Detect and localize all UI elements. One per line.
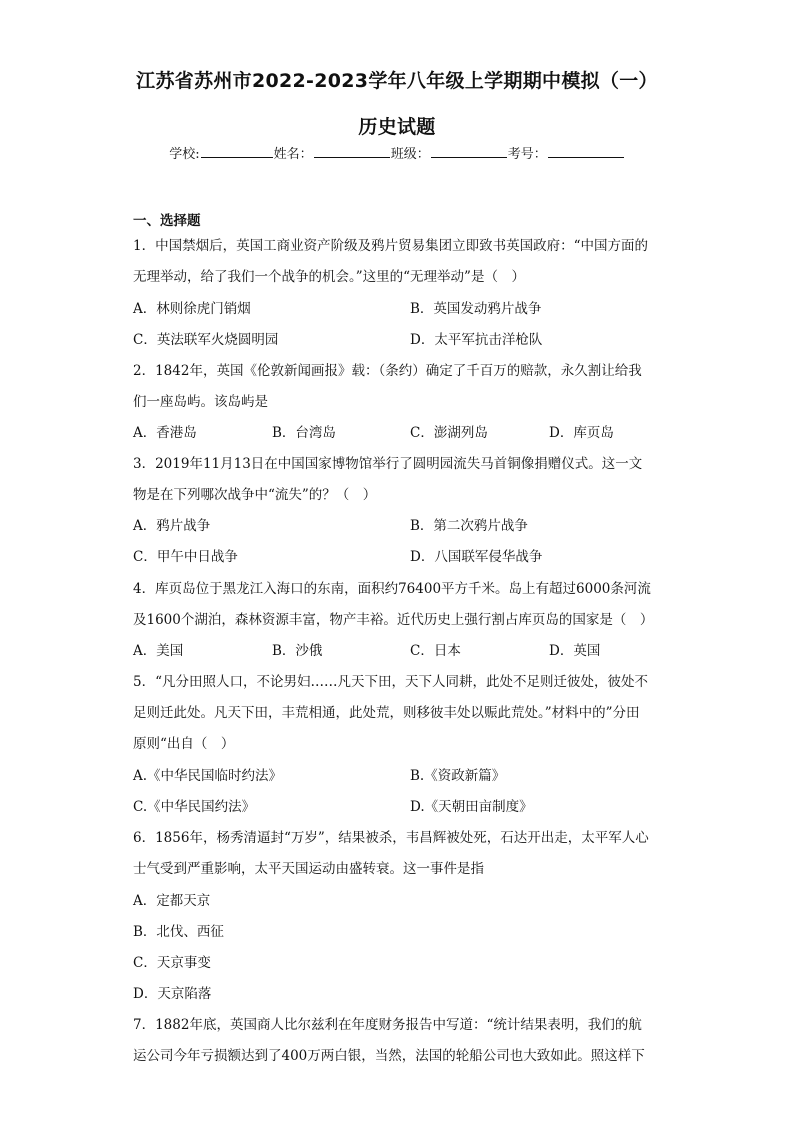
q2-line-1: 2．1842年，英国《伦敦新闻画报》载：（条约）确定了千百万的赔款，永久割让给我 — [133, 363, 642, 379]
name-label: 姓名： — [273, 147, 313, 162]
q7-line-2: 运公司今年亏损额达到了400万两白银，当然，法国的轮船公司也大致如此。照这样下 — [133, 1048, 645, 1064]
exam-subtitle: 历史试题 — [358, 116, 436, 138]
q6-option-d[interactable]: D．天京陷落 — [133, 986, 212, 1002]
q1-option-c[interactable]: C．英法联军火烧圆明园 — [133, 332, 279, 348]
q5-line-2: 足则迁此处。凡天下田，丰荒相通，此处荒，则移彼丰处以赈此荒处。”材料中的”分田 — [133, 705, 640, 721]
q2-option-c[interactable]: C．澎湖列岛 — [410, 425, 488, 441]
exam-number-blank[interactable] — [548, 145, 624, 158]
name-blank[interactable] — [314, 145, 390, 158]
q4-option-b[interactable]: B．沙俄 — [272, 643, 323, 659]
q6-option-b[interactable]: B．北伐、西征 — [133, 924, 224, 940]
school-blank[interactable] — [201, 145, 273, 158]
q7-line-1: 7．1882年底，英国商人比尔兹利在年度财务报告中写道：“统计结果表明，我们的航 — [133, 1017, 642, 1033]
q1-option-d[interactable]: D．太平军抗击洋枪队 — [410, 332, 543, 348]
q3-option-c[interactable]: C．甲午中日战争 — [133, 549, 238, 565]
q6-line-1: 6．1856年，杨秀清逼封“万岁”，结果被杀，韦昌辉被处死，石达开出走，太平军人心 — [133, 830, 649, 846]
q2-option-b[interactable]: B．台湾岛 — [272, 425, 336, 441]
q3-option-b[interactable]: B．第二次鸦片战争 — [410, 518, 528, 534]
q4-option-d[interactable]: D．英国 — [549, 643, 601, 659]
section-heading: 一、选择题 — [133, 213, 201, 229]
q4-line-1: 4．库页岛位于黑龙江入海口的东南，面积约76400平方千米。岛上有超过6000条河流 — [133, 581, 651, 597]
q4-line-2: 及1600个湖泊，森林资源丰富，物产丰裕。近代历史上强行割占库页岛的国家是（ ） — [133, 612, 654, 628]
q1-line-1: 1．中国禁烟后，英国工商业资产阶级及鸦片贸易集团立即致书英国政府：“中国方面的 — [133, 238, 648, 254]
q5-line-1: 5．“凡分田照人口，不论男妇……凡天下田，天下人同耕，此处不足则迁彼处，彼处不 — [133, 674, 648, 690]
q3-option-d[interactable]: D．八国联军侵华战争 — [410, 549, 543, 565]
q1-option-b[interactable]: B．英国发动鸦片战争 — [410, 301, 542, 317]
q3-line-1: 3．2019年11月13日在中国国家博物馆举行了圆明园流失马首铜像捐赠仪式。这一文 — [133, 456, 643, 472]
q4-option-a[interactable]: A．美国 — [133, 643, 184, 659]
q5-option-c[interactable]: C.《中华民国约法》 — [133, 799, 256, 815]
q6-line-2: 士气受到严重影响，太平天国运动由盛转衰。这一事件是指 — [133, 861, 484, 877]
q6-option-a[interactable]: A．定都天京 — [133, 893, 211, 909]
q5-option-d[interactable]: D.《天朝田亩制度》 — [410, 799, 533, 815]
q2-option-d[interactable]: D．库页岛 — [549, 425, 614, 441]
q4-option-c[interactable]: C．日本 — [410, 643, 461, 659]
q5-option-b[interactable]: B.《资政新篇》 — [410, 768, 506, 784]
q3-option-a[interactable]: A．鸦片战争 — [133, 518, 211, 534]
exam-number-label: 考号： — [507, 147, 547, 162]
class-blank[interactable] — [431, 145, 507, 158]
exam-title: 江苏省苏州市2022-2023学年八年级上学期期中模拟（一） — [136, 70, 658, 92]
q5-option-a[interactable]: A.《中华民国临时约法》 — [133, 768, 283, 784]
q2-line-2: 们一座岛屿。该岛屿是 — [133, 394, 268, 410]
school-label: 学校: — [169, 147, 200, 162]
class-label: 班级： — [390, 147, 430, 162]
q1-option-a[interactable]: A．林则徐虎门销烟 — [133, 301, 251, 317]
q1-line-2: 无理举动，给了我们一个战争的机会。”这里的“无理举动”是（ ） — [133, 269, 525, 285]
student-info-row — [0, 143, 794, 162]
q3-line-2: 物是在下列哪次战争中“流失”的？（ ） — [133, 487, 377, 503]
q6-option-c[interactable]: C．天京事变 — [133, 955, 211, 971]
q5-line-3: 原则“出自（ ） — [133, 736, 235, 752]
q2-option-a[interactable]: A．香港岛 — [133, 425, 197, 441]
